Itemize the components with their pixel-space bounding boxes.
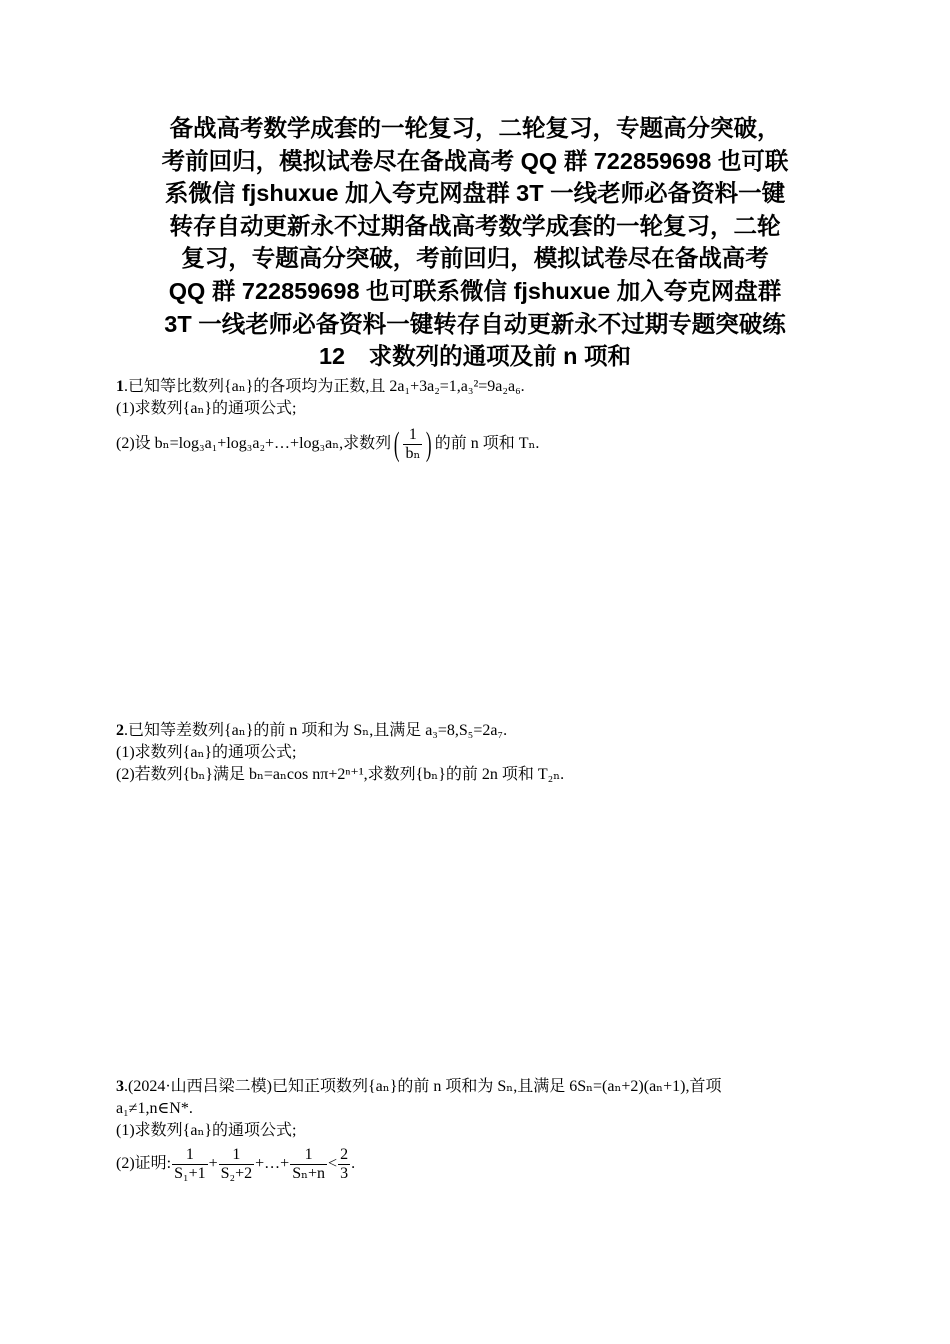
fraction: $\frac{1}{\text{S₂+2}}$ xyxy=(220,1146,253,1182)
banner-line: 转存自动更新永不过期备战高考数学成套的一轮复习，二轮 xyxy=(169,212,781,239)
question-2 xyxy=(116,720,564,786)
question-3 xyxy=(116,1076,721,1183)
banner-line: 复习，专题高分突破，考前回归，模拟试卷尽在备战高考 xyxy=(181,245,769,272)
question-2-part-1: (1)求数列{aₙ}的通项公式; xyxy=(116,744,297,761)
question-1 xyxy=(116,376,539,463)
fraction: $\frac{1}{\text{Sₙ+n}}$ xyxy=(292,1146,326,1182)
question-3-part-1: (1)求数列{aₙ}的通项公式; xyxy=(116,1122,297,1139)
question-1-part-1: (1)求数列{aₙ}的通项公式; xyxy=(116,400,297,417)
right-brace: ) xyxy=(426,425,432,463)
banner-line: 系微信 fjshuxue 加入夸克网盘群 3T 一线老师必备资料一键 xyxy=(164,180,786,207)
banner-line: 考前回归，模拟试卷尽在备战高考 QQ 群 722859698 也可联 xyxy=(161,147,789,174)
banner-line: 备战高考数学成套的一轮复习，二轮复习，专题高分突破， xyxy=(169,115,781,141)
question-2-part-2: (2)若数列{bₙ}满足 bₙ=aₙcos nπ+2ⁿ⁺¹,求数列{bₙ}的前 2n 项和 T₂ₙ. xyxy=(116,766,565,783)
section-title: 12 求数列的通项及前 n 项和 xyxy=(318,343,632,370)
question-number: 2 xyxy=(116,722,124,739)
question-number: 3 xyxy=(116,1078,124,1095)
question-2-stem: 2.已知等差数列{aₙ}的前 n 项和为 Sₙ,且满足 a₃=8,S₅=2a₇. xyxy=(116,722,508,739)
question-1-part-2: (2)设 bₙ=log₃a₁+log₃a₂+…+log₃aₙ,求数列( $\frac{1}{\text{bₙ}}$ ) 的前 n 项和 Tₙ. xyxy=(116,425,540,463)
header-banner xyxy=(110,112,840,373)
banner-line: QQ 群 722859698 也可联系微信 fjshuxue 加入夸克网盘群 xyxy=(168,277,782,304)
question-3-stem: 3.(2024·山西吕梁二模)已知正项数列{aₙ}的前 n 项和为 Sₙ,且满足 6Sₙ=(aₙ+2)(aₙ+1),首项 xyxy=(116,1078,722,1095)
question-3-stem-cont: a₁≠1,n∈N*. xyxy=(116,1100,193,1117)
fraction: $\frac{1}{\text{bₙ}}$ xyxy=(405,426,421,462)
banner-line: 3T 一线老师必备资料一键转存自动更新永不过期专题突破练 xyxy=(164,310,786,337)
left-brace: ( xyxy=(393,425,400,463)
question-1-stem: 1.已知等比数列{aₙ}的各项均为正数,且 2a₁+3a₂=1,a₃²=9a₂a₆. xyxy=(116,378,525,395)
question-number: 1 xyxy=(116,378,124,395)
question-3-part-2: (2)证明: $\frac{1}{\text{S₁+1}}$ + $\frac{1}{\text{S₂+2}}$ +…+ $\frac{1}{\text{Sₙ+n}}$ < $\frac{2}{3}$ . xyxy=(116,1146,356,1182)
fraction: $\frac{1}{\text{S₁+1}}$ xyxy=(174,1146,206,1182)
fraction: $\frac{2}{3}$ xyxy=(340,1146,349,1182)
